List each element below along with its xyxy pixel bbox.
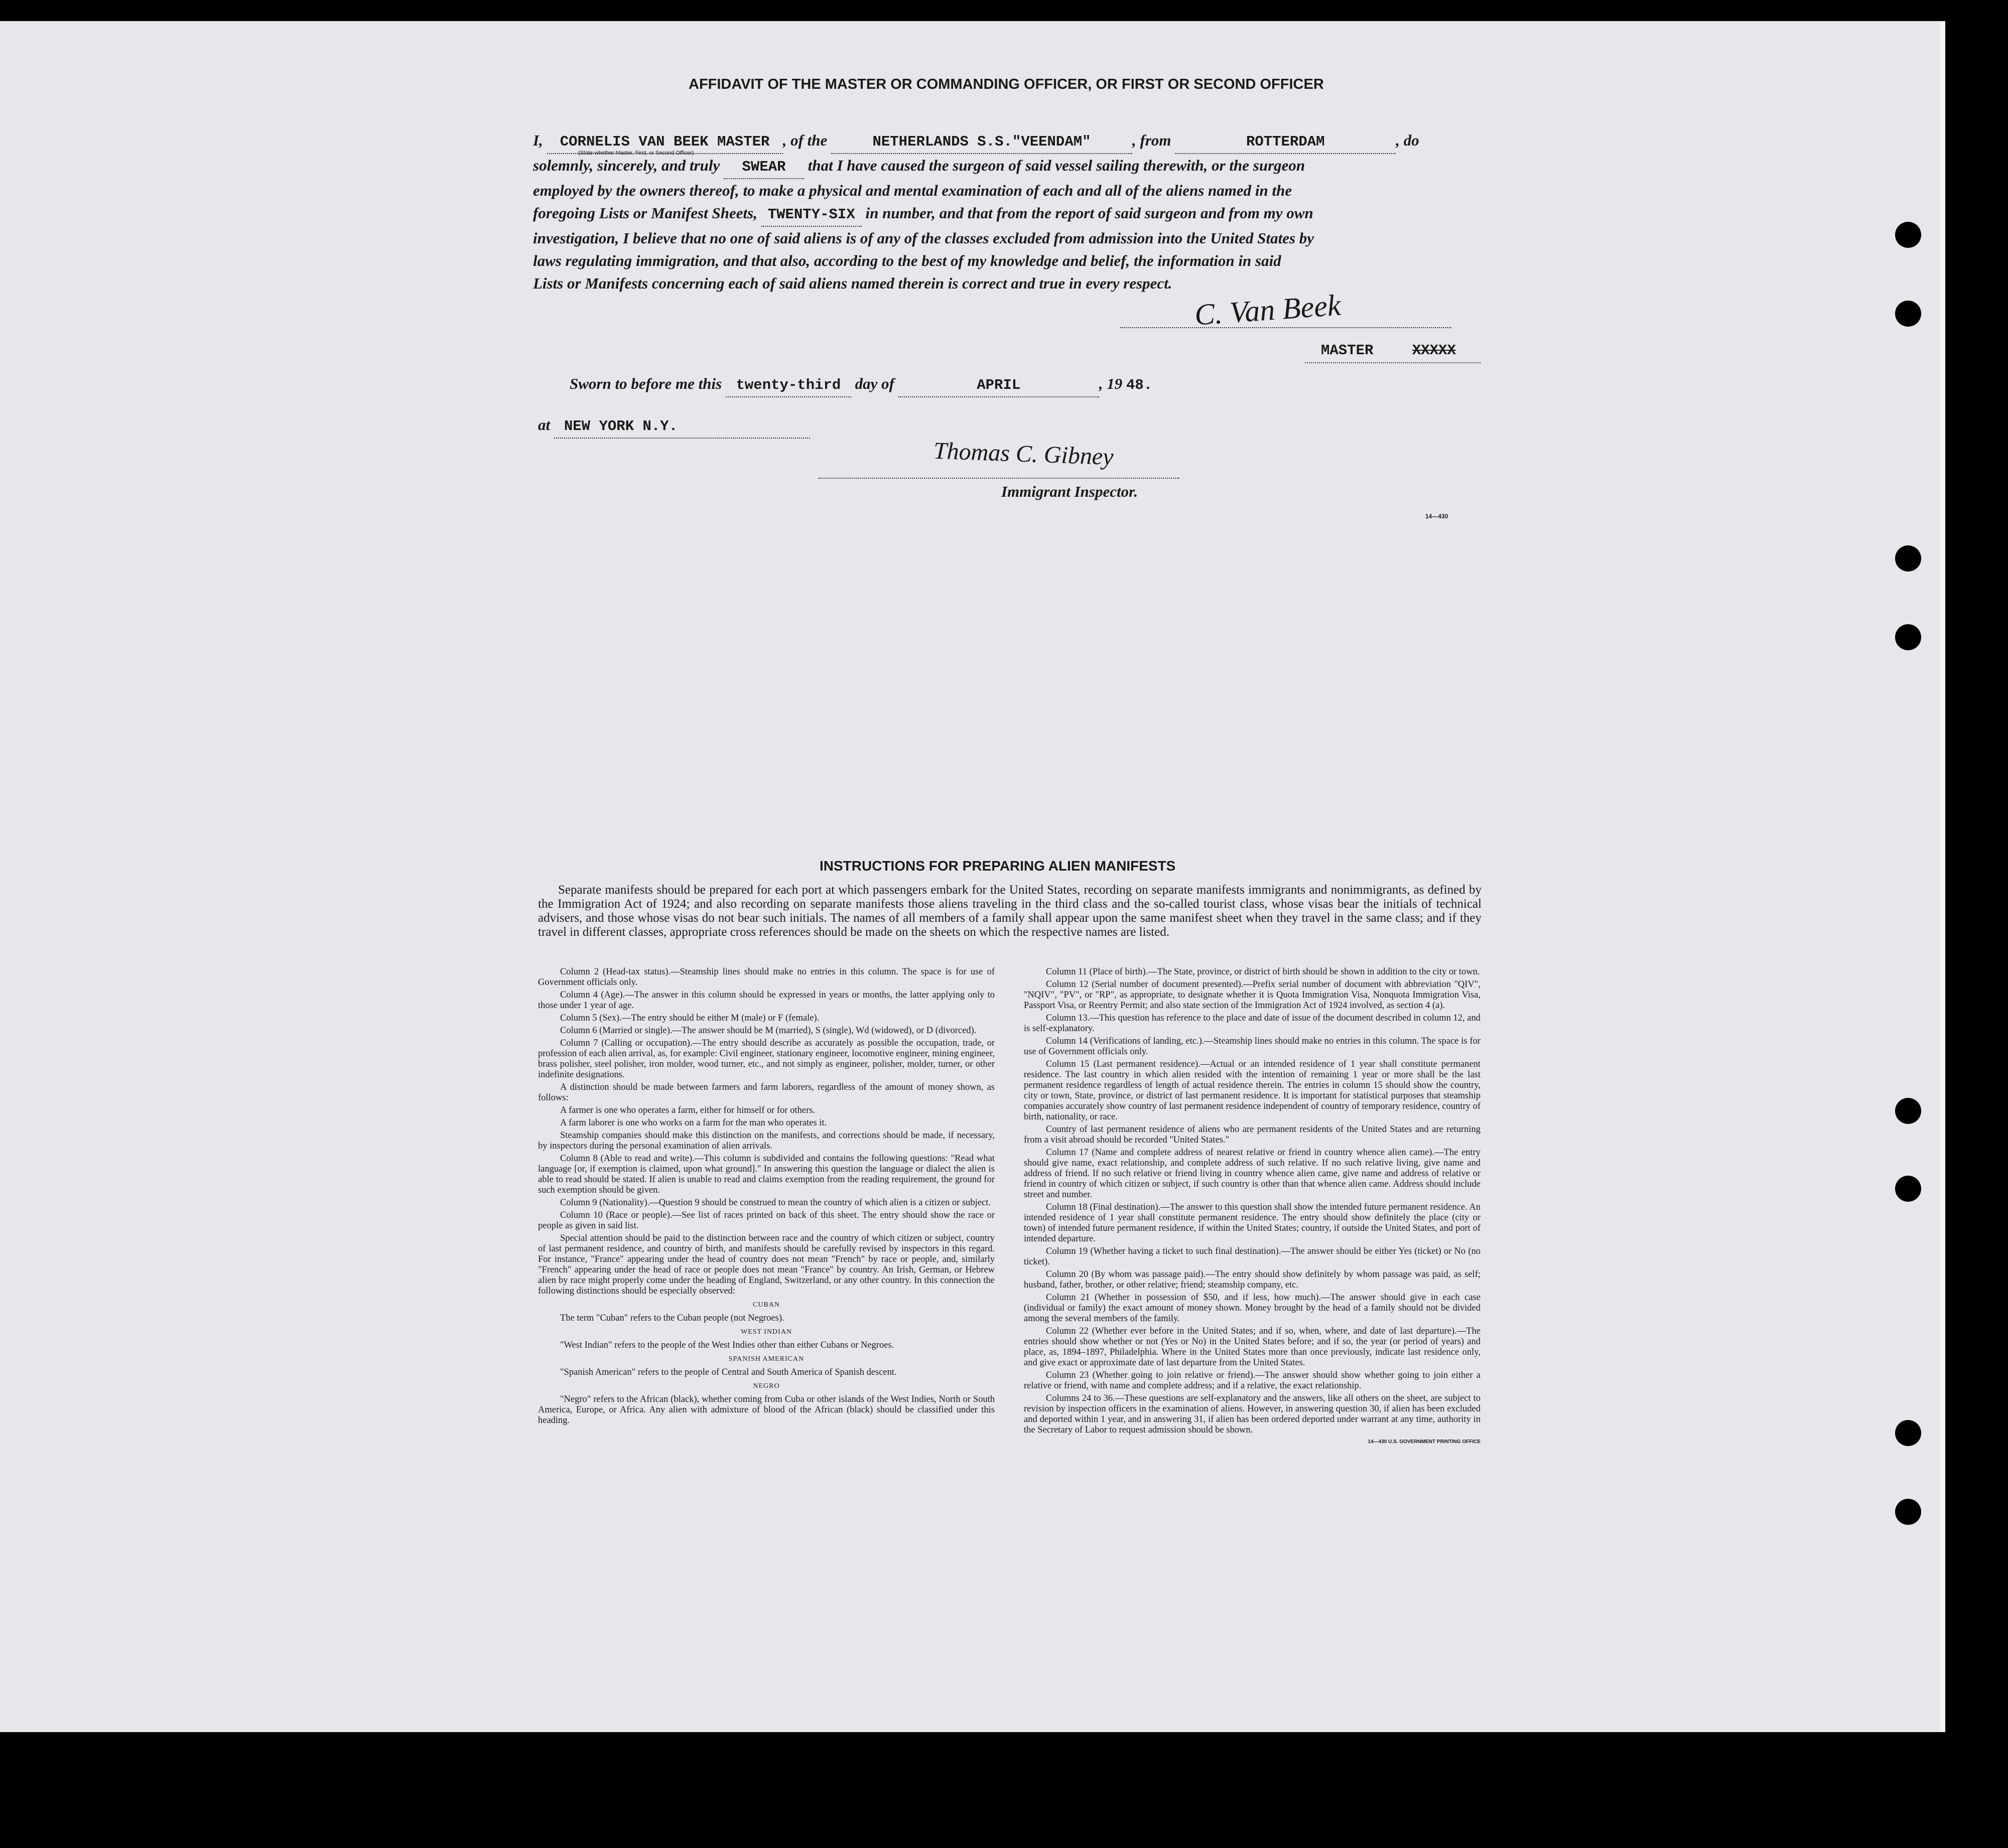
instructions-right-column [1024,967,1481,1447]
left-instruction-paragraph: A farm laborer is one who works on a farm for the man who operates it. [560,1118,827,1128]
spanish-american-definition: "Spanish American" refers to the people of Central and South America of Spanish descent. [560,1367,897,1377]
instructions-left-column [538,967,995,1428]
left-instruction-paragraph: Column 8 (Able to read and write).—This column is subdivided and contains the following questions: "Read what language [or, if exemption is claimed, upon what ground]." In answering this question the language or dialect the alien is able to read should be stated. If alien is unable to read and claims exemption from the reading requirement, the ground for such exemption should be given. [538,1154,995,1195]
affidavit-title: AFFIDAVIT OF THE MASTER OR COMMANDING OFFICER, OR FIRST OR SECOND OFFICER [689,76,1324,92]
right-instruction-paragraph: Column 11 (Place of birth).—The State, province, or district of birth should be shown in addition to the city or town. [1046,967,1480,977]
signer-title-crossed: XXXXX [1412,342,1456,359]
binder-hole [1895,1420,1921,1446]
left-instruction-paragraph: Column 9 (Nationality).—Question 9 should be construed to mean the country of which alien is a citizen or subject. [560,1198,991,1208]
binder-hole [1895,1499,1921,1525]
sworn-month: APRIL [898,374,1099,397]
right-instruction-paragraph: Column 13.—This question has reference to the place and date of issue of the document described in column 12, and is self-explanatory. [1024,1013,1481,1034]
manifest-page [0,21,1945,1732]
binder-hole [1895,301,1921,327]
left-instruction-paragraph: Column 4 (Age).—The answer in this column should be expressed in years or months, the latter applying only to those under 1 year of age. [538,990,995,1011]
instructions-intro: Separate manifests should be prepared for each port at which passengers embark for the United States, recording on separate manifests immigrants and nonimmigrants, as defined by the Immigration Act of 1924; and also recording on separate manifests those aliens traveling in the third class and the so-called tourist class, whose visas bear the initials of technical advisers, and those whose visas do not bear such initials. The names of all members of a family shall appear upon the same manifest sheet when they travel in the same class; and if they travel in different classes, appropriate cross references should be made on the sheets on which the respective names are listed. [538,883,1482,939]
sworn-year: 48. [1126,377,1153,393]
right-instruction-paragraph: Column 14 (Verifications of landing, etc.).—Steamship lines should make no entries in this column. The space is for use of Government officials only. [1024,1036,1481,1057]
right-instruction-paragraph: Country of last permanent residence of aliens who are permanent residents of the United States and are returning from a visit abroad should be recorded "United States." [1024,1124,1481,1145]
cuban-heading: CUBAN [752,1301,780,1309]
right-instruction-paragraph: Column 12 (Serial number of document presented).—Prefix serial number of document with abbreviation "QIV", "NQIV", "PV", or "RP", as appropriate, to designate whether it is Quota Immigration Visa, Nonquota Immigration Visa, Passport Visa, or Reentry Permit; and also state section of the Immigration Act of 1924 involved, as section 4 (a). [1024,979,1481,1011]
right-instruction-paragraph: Column 21 (Whether in possession of $50, and if less, how much).—The answer should give in each case (individual or family) the exact amount of money shown. Money brought by the head of a family should not be divided among the several members of the family. [1024,1293,1481,1324]
left-instruction-paragraph: Column 6 (Married or single).—The answer should be M (married), S (single), Wd (widowed), or D (divorced). [560,1026,977,1036]
master-name: CORNELIS VAN BEEK MASTER [547,130,783,154]
right-instruction-paragraph: Columns 24 to 36.—These questions are self-explanatory and the answers, like all others on the sheet, are subject to revision by inspection officers in the examination of aliens. However, in answering question 30, if alien has been excluded and deported within 1 year, and in answering 31, if alien has been ordered deported under warrant at any time, authority in the Secretary of Labor to request admission should be shown. [1024,1393,1481,1435]
departure-port: ROTTERDAM [1175,130,1396,154]
instructions-title: INSTRUCTIONS FOR PREPARING ALIEN MANIFESTS [820,858,1176,874]
left-instruction-paragraph: Column 5 (Sex).—The entry should be either M (male) or F (female). [560,1013,820,1023]
cuban-definition: The term "Cuban" refers to the Cuban people (not Negroes). [560,1313,784,1323]
signature-line [1120,327,1451,328]
name-caption: (State whether Master, First, or Second Officer) [578,150,694,156]
oath-word: SWEAR [724,156,804,179]
binder-hole [1895,1098,1921,1124]
left-instruction-paragraph: Column 2 (Head-tax status).—Steamship lines should make no entries in this column. The space is for use of Government officials only. [538,967,995,987]
left-instruction-paragraph: Special attention should be paid to the distinction between race and the country of which citizen or subject, country of last permanent residence, and country of birth, and manifests should be carefully revised by inspectors in this regard. For instance, "France" appearing under the head of country does not mean "French" by race or people, and, similarly "French" appearing under the head of race or people does not mean "France" by country. An Irish, German, or Hebrew alien by race might properly come under the heading of England, Switzerland, or any other country. In this connection the following distinctions should be especially observed: [538,1233,995,1296]
master-signature: C. Van Beek [1193,288,1342,332]
inspector-title: Immigrant Inspector. [1001,483,1138,500]
affidavit-body: I, CORNELIS VAN BEEK MASTER , of the NETHERLANDS S.S."VEENDAM" , from ROTTERDAM , do (State whether Master, First, or Second Officer) solemnly, sincerely, and truly SWEAR that I have caused the surgeon of said vessel sailing therewith, or the surgeon employed by the owners thereof, to make a physical and mental examination of each and all of the aliens named in the foregoing Lists or Manifest Sheets, TWENTY-SIX in number, and that from the report of said surgeon and from my own investigation, I believe that no one of said aliens is of any of the classes excluded from admission into the United States by laws regulating immigration, and that also, according to the best of my knowledge and belief, the information in said Lists or Manifests concerning each of said aliens named therein is correct and true in every respect. [533,131,1419,292]
form-number: 14—430 [1425,513,1448,520]
place-line: at NEW YORK N.Y. [538,413,810,439]
signer-title: MASTER [1321,342,1374,359]
binder-hole [1895,1176,1921,1202]
right-instruction-paragraph: Column 18 (Final destination).—The answer to this question shall show the intended future permanent residence. An intended residence of 1 year shall constitute permanent residence. The entry should show definitely the place (city or town) of intended future permanent residence, if within the United States; country, if outside the United States, and port of intended departure. [1024,1202,1481,1244]
right-instruction-paragraph: Column 15 (Last permanent residence).—Actual or an intended residence of 1 year shall constitute permanent residence. The last country in which alien resided with the intention of remaining 1 year or more shall be the last permanent residence regardless of length of actual residence therein. The entries in column 15 should show the country, city or town, State, province, or district of last permanent residence. It is important for statistical purposes that steamship companies accurately show country of last permanent residence independent of country of temporary residence, country of birth, nationality, or race. [1024,1059,1481,1122]
negro-definition: "Negro" refers to the African (black), whether coming from Cuba or other islands of the West Indies, North or South America, Europe, or Africa. Any alien with admixture of blood of the African (black) should be classified under this heading. [538,1394,995,1426]
right-instruction-paragraph: Column 22 (Whether ever before in the United States; and if so, when, where, and date of last departure).—The entries should show whether or not (Yes or No) in the United States before; and if so, the year (or period of years) and place, as, 1894–1897, Philadelphia. Where in the United States more than once previously, indicate last residence only, and give exact or approximate date of last departure from the United States. [1024,1326,1481,1368]
west-indian-heading: WEST INDIAN [740,1328,792,1336]
printer-note: 14—430 U.S. GOVERNMENT PRINTING OFFICE [1368,1439,1481,1445]
left-instruction-paragraph: Column 7 (Calling or occupation).—The entry should describe as accurately as possible the occupation, trade, or profession of each alien arrival, as, for example: Civil engineer, stationary engineer, locomotive engineer, mining engineer, brass polisher, steel polisher, iron molder, wood turner, etc., and not simply as engineer, polisher, molder, turner, or other indefinite designations. [538,1038,995,1080]
vessel-name: NETHERLANDS S.S."VEENDAM" [831,130,1132,154]
left-instruction-paragraph: Column 10 (Race or people).—See list of races printed on back of this sheet. The entry should show the race or people as given in said list. [538,1210,995,1231]
negro-heading: NEGRO [753,1382,780,1390]
right-instruction-paragraph: Column 19 (Whether having a ticket to such final destination).—The answer should be either Yes (ticket) or No (no ticket). [1024,1246,1481,1267]
right-instruction-paragraph: Column 23 (Whether going to join relative or friend).—The answer should show whether going to join either a relative or friend, with name and complete address; and if a relative, the exact relationship. [1024,1370,1481,1391]
binder-hole [1895,624,1921,650]
west-indian-definition: "West Indian" refers to the people of the West Indies other than either Cubans or Negroes. [560,1340,894,1350]
binder-hole [1895,222,1921,248]
spanish-american-heading: SPANISH AMERICAN [728,1355,805,1363]
left-instruction-paragraph: A distinction should be made between farmers and farm laborers, regardless of the amount of money shown, as follows: [538,1082,995,1103]
left-instruction-paragraph: A farmer is one who operates a farm, either for himself or for others. [560,1105,816,1115]
sworn-day: twenty-third [726,374,851,397]
sworn-line: Sworn to before me this twenty-third day of APRIL , 19 48. [570,372,1152,397]
right-instruction-paragraph: Column 20 (By whom was passage paid).—The entry should show definitely by whom passage was paid, as self; husband, father, brother, or other relative; friend; steamship company, etc. [1024,1269,1481,1290]
sworn-place: NEW YORK N.Y. [554,415,810,439]
left-instruction-paragraph: Steamship companies should make this distinction on the manifests, and corrections should be made, if necessary, by inspectors during the personal examination of alien arrivals. [538,1130,995,1151]
inspector-signature: Thomas C. Gibney [933,437,1114,471]
sheet-count: TWENTY-SIX [761,203,862,227]
binder-hole [1895,545,1921,572]
right-instruction-paragraph: Column 17 (Name and complete address of nearest relative or friend in country whence alien came).—The entry should give name, exact relationship, and complete address of such relative. If no such relative living, give name and address of friend. If no such relative or friend living in country whence alien came, give name and address of relative or friend in country of which citizen or subject, if such country is other than that whence alien came. Address should include street and number. [1024,1148,1481,1200]
